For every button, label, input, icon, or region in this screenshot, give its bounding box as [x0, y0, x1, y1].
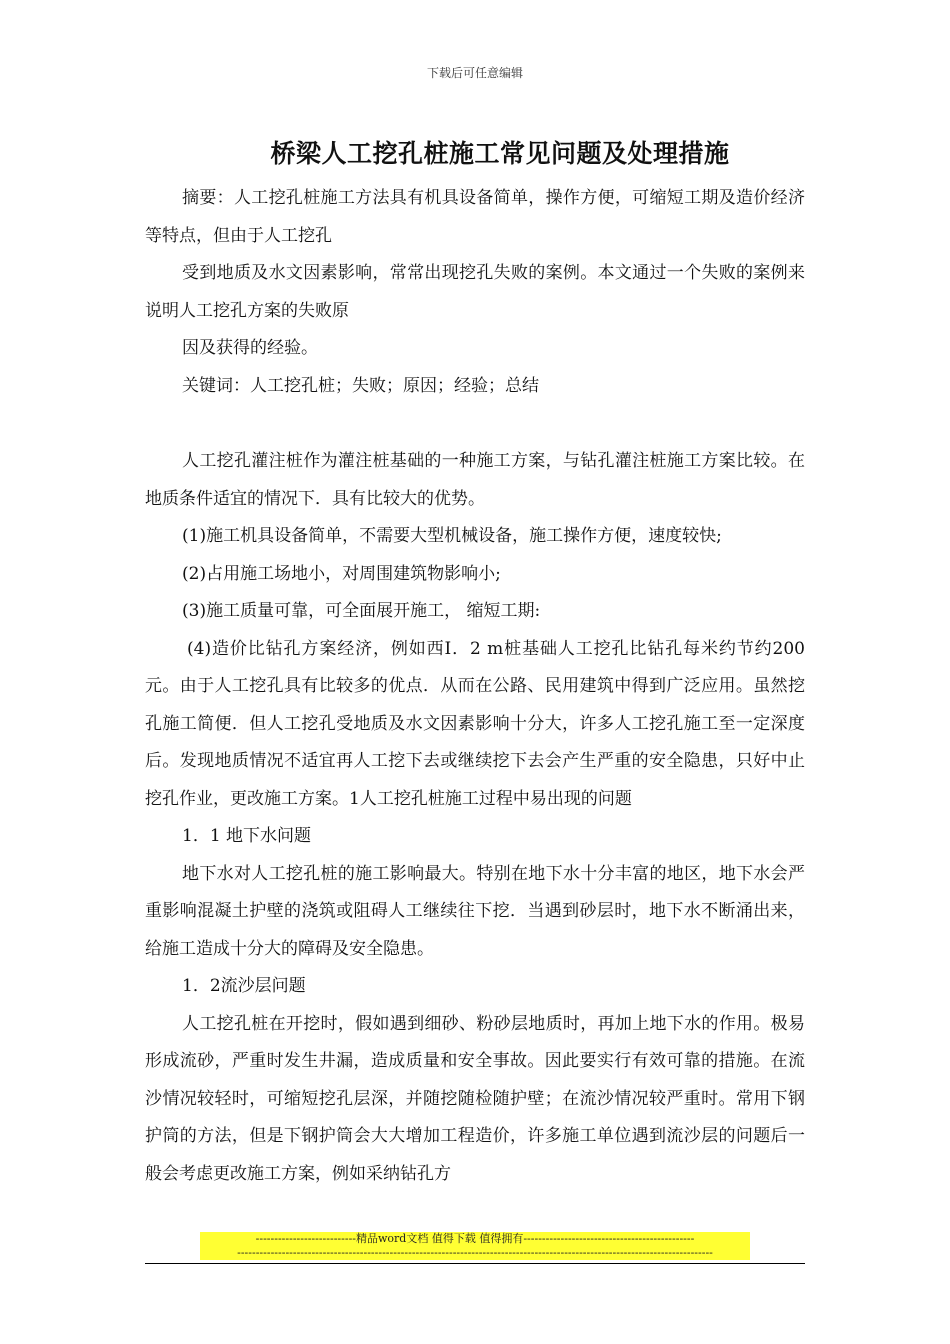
document-body — [145, 180, 805, 1193]
abstract-paragraph: 受到地质及水文因素影响，常常出现挖孔失败的案例。本文通过一个失败的案例来说明人工挖孔方案的失败原 — [145, 263, 805, 321]
advantage-item: (3)施工质量可靠，可全面展开施工， 缩短工期: — [182, 601, 541, 621]
advantage-item: (2)占用施工场地小，对周围建筑物影响小; — [182, 563, 501, 584]
section-heading: 1．2流沙层问题 — [182, 976, 306, 996]
footer-line: ---------------------------精品word文档 值得下载 值得拥有---------------------------------------------- — [255, 1232, 695, 1245]
section-heading: 1．1 地下水问题 — [182, 826, 312, 846]
advantage-item: (4)造价比钻孔方案经济，例如西I．2 m桩基础人工挖孔比钻孔每米约节约200元。由于人工挖孔具有比较多的优点．从而在公路、民用建筑中得到广泛应用。虽然挖孔施工简便．但人工挖孔受地质及水文因素影响十分大，许多人工挖孔施工至一定深度后。发现地质情况不适宜再人工挖下去或继续挖下去会产生严重的安全隐患，只好中止挖孔作业，更改施工方案。1人工挖孔桩施工过程中易出现的问题 — [145, 638, 805, 809]
footer-line: -------------------------------------------------------------------------------------------------------------------------------- — [237, 1246, 713, 1259]
section-paragraph: 人工挖孔桩在开挖时，假如遇到细砂、粉砂层地质时，再加上地下水的作用。极易形成流砂，严重时发生井漏，造成质量和安全事故。因此要实行有效可靠的措施。在流沙情况较轻时，可缩短挖孔层深，并随挖随检随护壁；在流沙情况较严重时。常用下钢护筒的方法，但是下钢护筒会大大增加工程造价，许多施工单位遇到流沙层的问题后一般会考虑更改施工方案，例如采纳钻孔方 — [145, 1013, 805, 1184]
intro-paragraph: 人工挖孔灌注桩作为灌注桩基础的一种施工方案，与钻孔灌注桩施工方案比较。在地质条件适宜的情况下．具有比较大的优势。 — [145, 451, 805, 509]
footer-divider — [145, 1263, 805, 1264]
page-header: 下载后可任意编辑 — [426, 66, 523, 80]
document-title: 桥梁人工挖孔桩施工常见问题及处理措施 — [270, 139, 730, 168]
paragraph-gap — [145, 405, 805, 443]
advantage-item: (1)施工机具设备简单，不需要大型机械设备，施工操作方便，速度较快; — [182, 526, 722, 546]
section-paragraph: 地下水对人工挖孔桩的施工影响最大。特别在地下水十分丰富的地区，地下水会严重影响混凝土护壁的浇筑或阻碍人工继续往下挖．当遇到砂层时，地下水不断涌出来，给施工造成十分大的障碍及安全隐患。 — [145, 863, 805, 959]
keywords-line: 关键词：人工挖孔桩；失败；原因；经验；总结 — [182, 375, 539, 396]
abstract-paragraph: 摘要：人工挖孔桩施工方法具有机具设备简单，操作方便，可缩短工期及造价经济等特点，但由于人工挖孔 — [145, 188, 805, 246]
abstract-paragraph: 因及获得的经验。 — [182, 338, 318, 358]
footer-banner — [200, 1232, 750, 1260]
